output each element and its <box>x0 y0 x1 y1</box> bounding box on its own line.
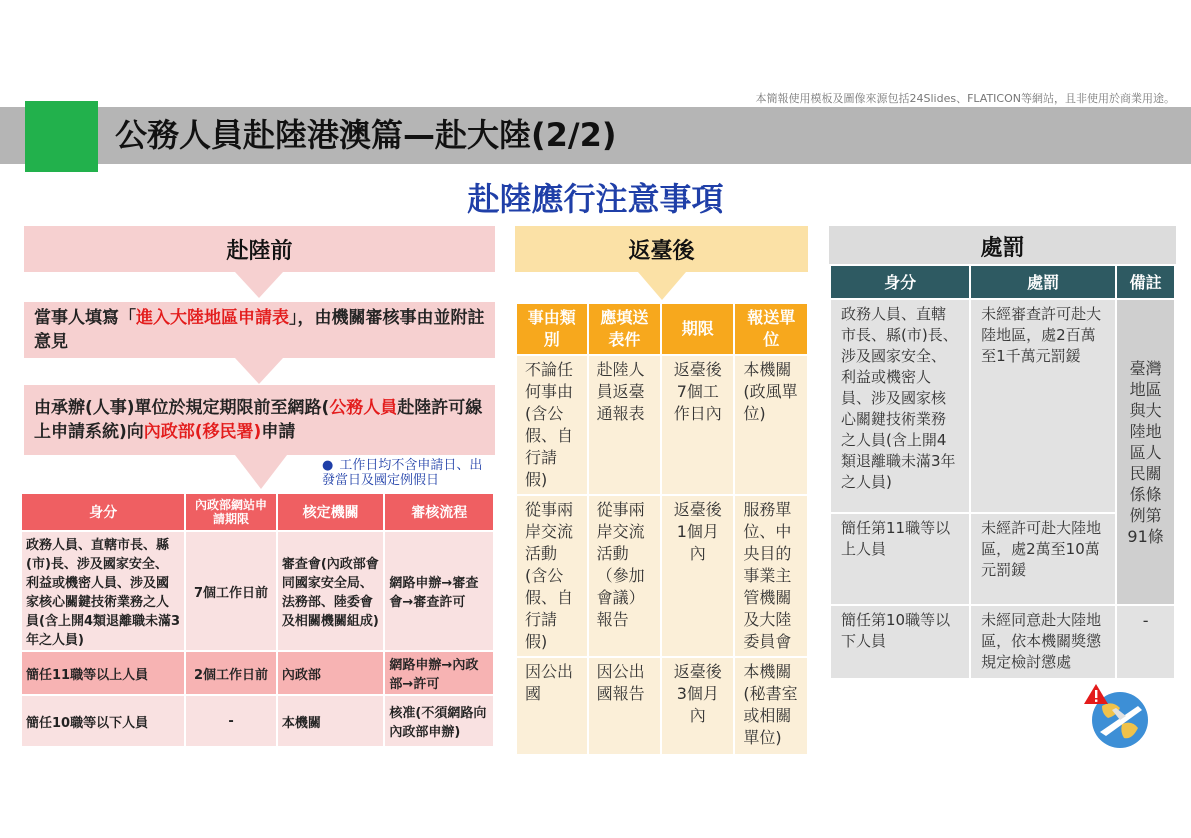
table-cell: 政務人員、直轄市長、縣(市)長、涉及國家安全、利益或機密人員、涉及國家核心關鍵技術業務之人員(含上開4類退離職未滿3年之人員) <box>21 531 185 651</box>
col-header: 事由類別 <box>516 303 588 355</box>
table-cell: 返臺後3個月內 <box>661 657 734 755</box>
table-cell: 網路申辦→審查會→審查許可 <box>384 531 494 651</box>
penalty-header: 處罰 <box>829 226 1176 266</box>
before-step-apply <box>24 302 495 358</box>
table-cell: 簡任11職等以上人員 <box>21 651 185 695</box>
table-cell: 7個工作日前 <box>185 531 277 651</box>
accent-block <box>25 101 98 172</box>
table-cell: 赴陸人員返臺通報表 <box>588 355 662 495</box>
table-cell: 內政部 <box>277 651 385 695</box>
table-cell: 核准(不須網路向內政部申辦) <box>384 695 494 747</box>
table-cell: 從事兩岸交流活動(含公假、自行請假) <box>516 495 588 657</box>
col-header: 處罰 <box>970 265 1116 299</box>
table-row <box>830 605 1175 679</box>
table-cell: 從事兩岸交流活動（參加會議）報告 <box>588 495 662 657</box>
page-title: 公務人員赴陸港澳篇—赴大陸(2/2) <box>115 116 617 154</box>
col-header: 身分 <box>21 493 185 531</box>
table-cell: 服務單位、中央目的事業主管機關及大陸委員會 <box>734 495 808 657</box>
before-header: 赴陸前 <box>24 226 495 272</box>
table-cell: 簡任第11職等以上人員 <box>830 513 970 605</box>
step2-highlight2: 內政部(移民署) <box>143 422 262 442</box>
note-text: 工作日均不含申請日、出發當日及國定例假日 <box>322 458 483 488</box>
table-row <box>21 651 494 695</box>
col-header: 身分 <box>830 265 970 299</box>
table-cell: 政務人員、直轄市長、縣(市)長、涉及國家安全、利益或機密人員、涉及國家核心關鍵技術業務之人員(含上開4類退離職未滿3年之人員) <box>830 299 970 513</box>
working-day-note <box>322 458 492 488</box>
col-header: 應填送表件 <box>588 303 662 355</box>
step2-prefix: 由承辦(人事)單位於規定期限前至網路( <box>34 398 330 418</box>
penalty-table <box>829 264 1176 680</box>
table-cell: 簡任第10職等以下人員 <box>830 605 970 679</box>
table-row <box>21 695 494 747</box>
step1-suffix: 」，由機關審核事由並附註意見 <box>34 308 485 352</box>
table-row <box>21 531 494 651</box>
table-cell: 簡任10職等以下人員 <box>21 695 185 747</box>
table-row <box>516 355 808 495</box>
table-row <box>516 495 808 657</box>
table-cell: 本機關(政風單位) <box>734 355 808 495</box>
down-arrow-icon <box>638 272 686 300</box>
table-cell: 返臺後7個工作日內 <box>661 355 734 495</box>
step2-mid: 赴陸許可線上申請系統)向 <box>34 398 483 442</box>
before-step-submit <box>24 385 495 455</box>
disclaimer: 本簡報使用模板及圖像來源包括24Slides、FLATICON等網站，且非使用於商業用途。 <box>755 92 1175 105</box>
table-cell: 本機關(秘書室或相關單位) <box>734 657 808 755</box>
table-cell: - <box>185 695 277 747</box>
table-cell: 網路申辦→內政部→許可 <box>384 651 494 695</box>
table-cell: 審查會(內政部會同國家安全局、法務部、陸委會及相關機關組成) <box>277 531 385 651</box>
table-cell: 不論任何事由(含公假、自行請假) <box>516 355 588 495</box>
col-header: 核定機關 <box>277 493 385 531</box>
table-cell: 本機關 <box>277 695 385 747</box>
down-arrow-icon <box>235 272 283 298</box>
table-row <box>830 299 1175 513</box>
col-header: 內政部網站申請期限 <box>185 493 277 531</box>
col-header: 備註 <box>1116 265 1175 299</box>
col-header: 報送單位 <box>734 303 808 355</box>
table-cell: 返臺後1個月內 <box>661 495 734 657</box>
table-cell: 未經同意赴大陸地區，依本機關獎懲規定檢討懲處 <box>970 605 1116 679</box>
globe-plane-icon <box>1082 684 1154 750</box>
down-arrow-icon <box>235 455 287 489</box>
bullet-icon: ● <box>322 458 334 473</box>
table-cell: - <box>1116 605 1175 679</box>
table-cell: 因公出國報告 <box>588 657 662 755</box>
step2-suffix: 申請 <box>261 422 296 442</box>
legal-basis-note: 臺灣地區與大陸地區人民關係條例第91條 <box>1116 299 1175 605</box>
table-cell: 因公出國 <box>516 657 588 755</box>
before-table <box>20 492 495 748</box>
step1-prefix: 當事人填寫「 <box>34 308 136 328</box>
section-subtitle: 赴陸應行注意事項 <box>467 180 724 218</box>
table-cell: 2個工作日前 <box>185 651 277 695</box>
step1-highlight: 進入大陸地區申請表 <box>136 308 289 328</box>
table-row <box>516 657 808 755</box>
table-cell: 未經審查許可赴大陸地區，處2百萬至1千萬元罰鍰 <box>970 299 1116 513</box>
step2-highlight1: 公務人員 <box>329 398 398 418</box>
table-cell: 未經許可赴大陸地區，處2萬至10萬元罰鍰 <box>970 513 1116 605</box>
after-table <box>515 302 809 756</box>
down-arrow-icon <box>235 358 283 384</box>
col-header: 審核流程 <box>384 493 494 531</box>
after-header: 返臺後 <box>515 226 808 272</box>
col-header: 期限 <box>661 303 734 355</box>
